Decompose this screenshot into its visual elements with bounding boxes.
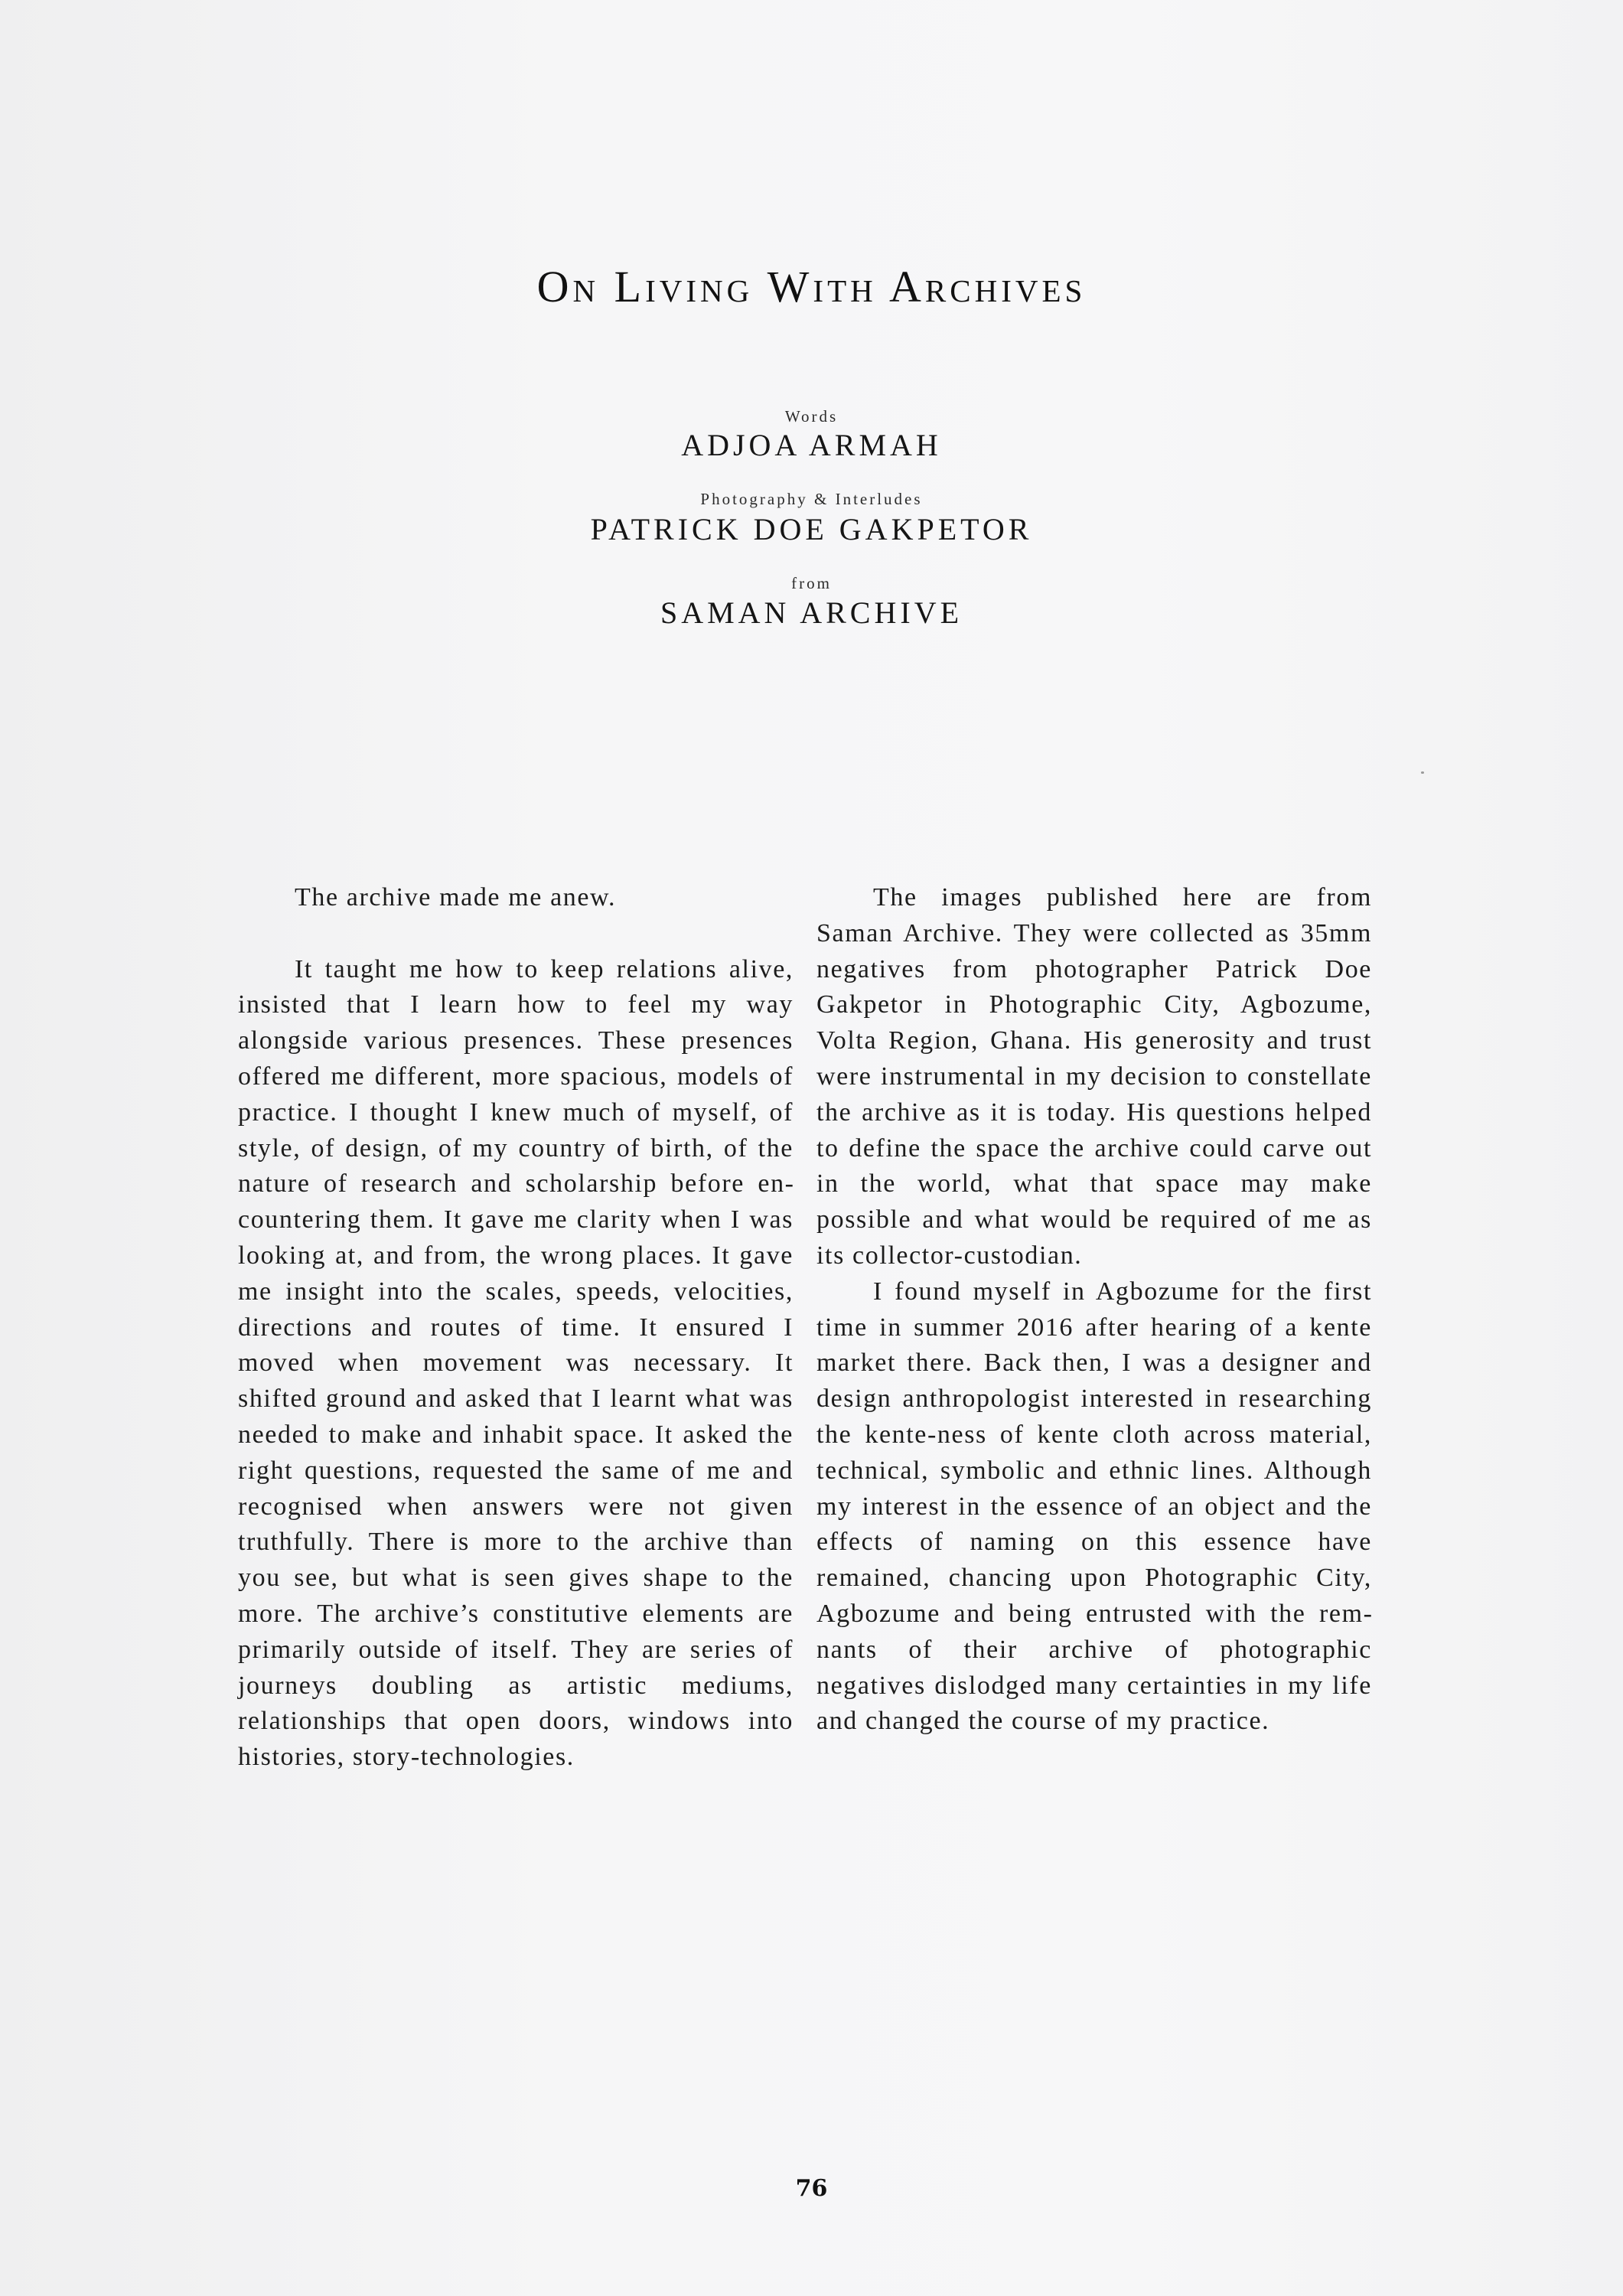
left-text-column	[238, 880, 794, 1776]
body-paragraph: The images published here are from Saman Archive. They were collected as 35mm negatives from photographer Patrick Doe Gakpetor in Photographic City, Agbozume, Volta Region, Ghana. His generosity and trust were instrumental in my decision to constellate the archive as it is today. His questions helped to define the space the archive could carve out in the world, what that space may make possible and what would be required of me as its collector-custodian.	[816, 883, 1372, 1270]
credit-name-photographer: PATRICK DOE GAKPETOR	[590, 512, 1033, 546]
body-paragraph: I found myself in Agbozume for the first time in summer 2016 after hearing of a kente market there. Back then, I was a designer and design anthropologist interested in researching the kente-ness of kente cloth across material, technical, symbolic and ethnic lines. Although my interest in the essence of an object and the effects of naming on this essence have remained, chancing upon Photographic City, Agbozume and being entrusted with the remnants of their archive of photographic negatives dislodged many certainties in my life and changed the course of my practice.	[816, 1277, 1372, 1736]
right-text-column	[816, 880, 1372, 1740]
body-paragraph: It taught me how to keep relations alive, insisted that I learn how to feel my way alongside various presences. These presences offered me different, more spacious, models of practice. I thought I knew much of myself, of style, of design, of my country of birth, of the nature of research and scholarship before encountering them. It gave me clarity when I was looking at, and from, the wrong places. It gave me insight into the scales, speeds, velocities, directions and routes of time. It ensured I moved when movement was necessary. It shifted ground and asked that I learnt what was needed to make and inhabit space. It asked the right questions, requested the same of me and recognised when answers were not given truthfully. There is more to the archive than you see, but what is seen gives shape to the more. The archive’s constitutive elements are primarily outside of itself. They are series of journeys doubling as artistic mediums, relationships that open doors, windows into histories, story-technologies.	[238, 954, 794, 1772]
scan-speck	[1421, 771, 1424, 774]
credit-name-source: SAMAN ARCHIVE	[660, 595, 963, 630]
credit-name-author: ADJOA ARMAH	[681, 428, 942, 462]
article-title: On Living With Archives	[536, 262, 1087, 311]
credit-role-photography: Photography & Interludes	[700, 490, 923, 508]
page-number: 76	[795, 2175, 828, 2202]
credit-role-from: from	[791, 574, 832, 592]
opening-line: The archive made me anew.	[295, 883, 617, 912]
credit-role-words: Words	[784, 407, 839, 426]
